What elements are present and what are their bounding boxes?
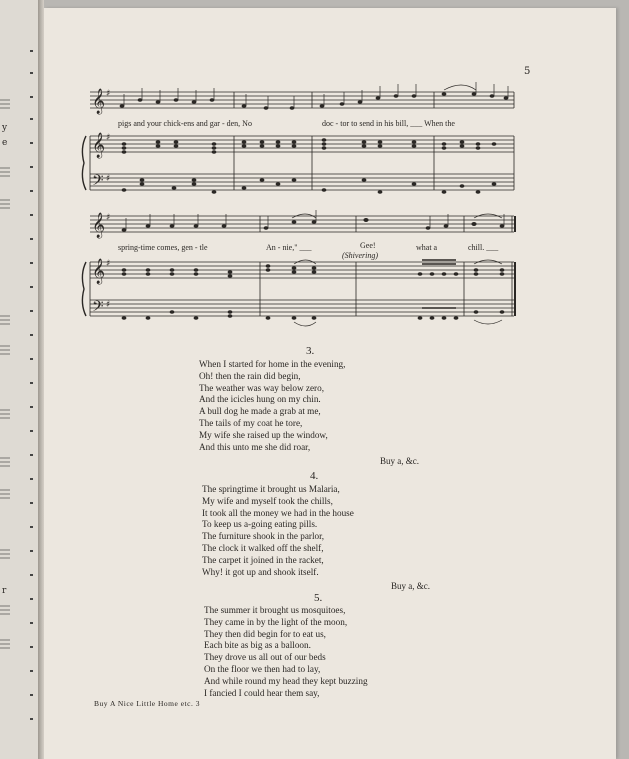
verse-line: The tails of my coat he tore, [199,417,303,428]
svg-text:𝄞: 𝄞 [92,133,106,158]
lyric-line: doc - tor to send in his bill, ___ When the [322,119,455,128]
verse-line: My wife she raised up the window, [199,429,328,440]
verse-line: The furniture shook in the parlor, [202,531,325,542]
verse-line: A bull dog he made a grab at me, [199,406,321,417]
braces [82,136,86,316]
verse-line: The clock it walked off the shelf, [202,542,324,553]
verse-line: My wife and myself took the chills, [202,495,333,506]
verse-line: They came in by the light of the moon, [204,616,348,627]
verse-line: They then did begin for to eat us, [204,628,326,639]
svg-text:♯: ♯ [106,259,111,269]
verse-line: The weather was way below zero, [199,382,324,393]
svg-text:𝄞: 𝄞 [92,213,106,238]
performance-annotation: (Shivering) [342,251,378,260]
left-page-fragment: y [2,123,8,133]
verse-line: I fancied I could hear them say, [204,687,320,698]
verse-line: The springtime it brought us Malaria, [202,484,340,494]
verse-line: Each bite as big as a balloon. [204,640,311,651]
sheet-music-page [44,8,616,759]
verse-line: On the floor we then had to lay, [204,663,321,674]
verse-line: When I started for home in the evening, [199,359,346,369]
svg-text:♯: ♯ [106,213,111,223]
verse-line: And the icicles hung on my chin. [199,394,321,405]
svg-text:𝄞: 𝄞 [92,259,106,284]
lyric-line: An - nie," ___ [266,243,312,252]
verse-number: 5. [314,592,323,604]
page-footer: Buy A Nice Little Home etc. 3 [94,699,200,708]
music-notation [44,8,616,338]
svg-text:♯: ♯ [106,300,111,310]
page-number: 5 [524,66,531,77]
svg-text:𝄢: 𝄢 [92,298,104,319]
verse-number: 4. [310,470,319,482]
verse-line: And this unto me she did roar, [199,441,311,452]
verse-line: To keep us a-going eating pills. [202,519,318,530]
left-page-fragment: r [2,586,7,596]
clefs [92,88,110,319]
refrain: Buy a, &c. [391,581,430,592]
verse-line: They drove us all out of our beds [204,652,326,663]
lyric-line: pigs and your chick-ens and gar - den, No [118,119,252,128]
svg-text:𝄢: 𝄢 [92,172,104,193]
lyric-line: Gee! [360,241,376,250]
svg-text:♯: ♯ [106,133,111,143]
verse-line: The summer it brought us mosquitoes, [204,605,346,615]
notes-system1-piano [122,138,497,194]
verse-3 [199,359,459,468]
beams [422,260,456,308]
verse-5 [204,605,464,699]
verse-line: It took all the money we had in the house [202,507,354,518]
lyric-line: chill. ___ [468,243,499,252]
lyric-line: spring-time comes, gen - tle [118,243,208,252]
left-page-edge [0,0,39,759]
notes-system2-piano [122,264,505,320]
verse-4 [202,484,462,593]
verse-line: And while round my head they kept buzzing [204,675,368,686]
verse-line: Why! it got up and shook itself. [202,566,319,577]
lyric-line: what a [416,243,438,252]
svg-text:𝄞: 𝄞 [92,89,106,114]
refrain: Buy a, &c. [380,456,419,467]
verse-line: The carpet it joined in the racket, [202,554,324,565]
tie [444,85,476,90]
verse-line: Oh! then the rain did begin, [199,370,301,381]
svg-text:♯: ♯ [106,174,111,184]
left-page-fragment: e [2,138,8,148]
verse-number: 3. [306,345,315,357]
svg-text:♯: ♯ [106,89,111,99]
